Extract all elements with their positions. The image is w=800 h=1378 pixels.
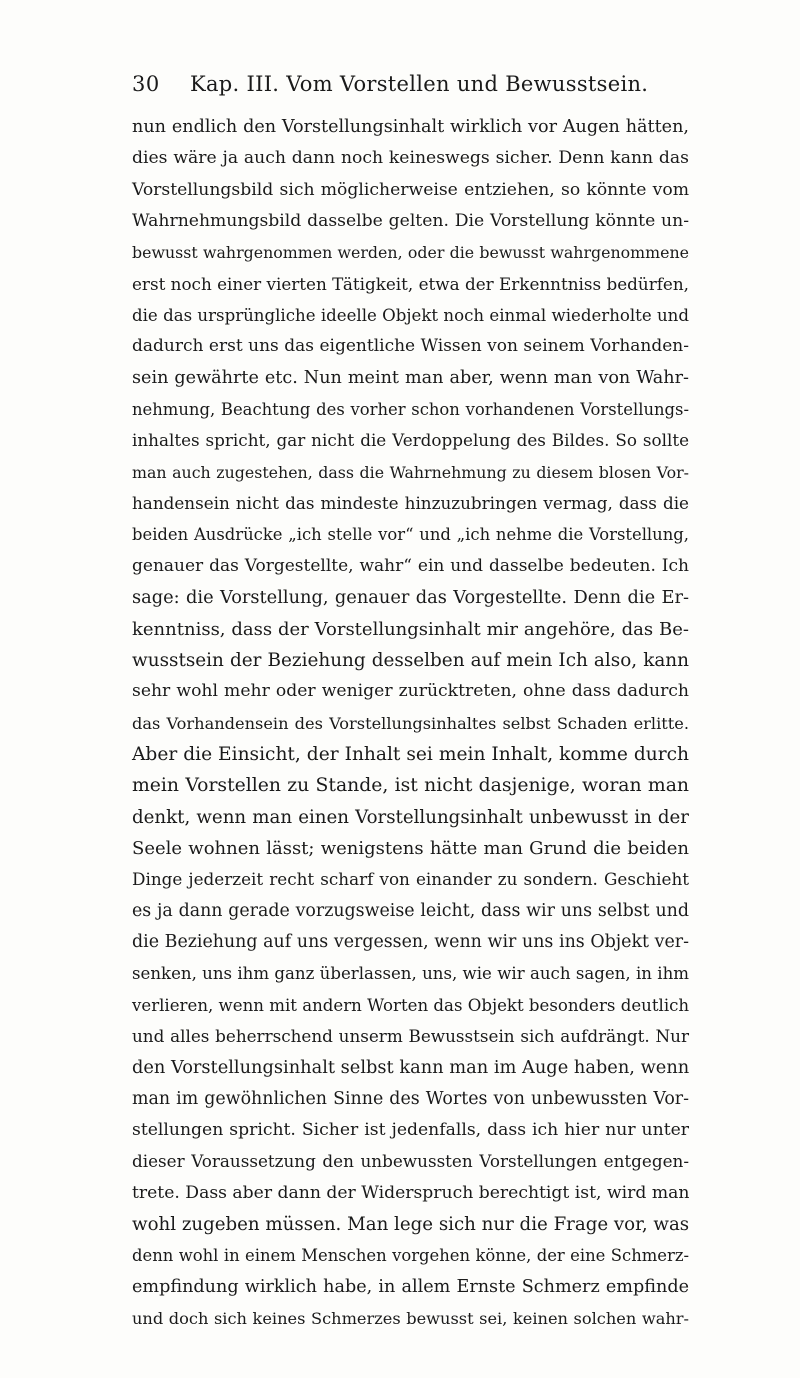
text-line: mein Vorstellen zu Stande, ist nicht dasjenige, woran man [132, 775, 689, 797]
text-line: verlieren, wenn mit andern Worten das Objekt besonders deutlich [132, 995, 690, 1015]
text-line: Vorstellungsbild sich möglicherweise entziehen, so könnte vom [132, 179, 689, 200]
text-line: senken, uns ihm ganz überlassen, uns, wie wir auch sagen, in ihm [132, 964, 689, 984]
text-line: Wahrnehmungsbild dasselbe gelten. Die Vorstellung könnte un- [132, 211, 689, 232]
text-line: dies wäre ja auch dann noch keineswegs sicher. Denn kann das [132, 148, 689, 169]
text-line: man im gewöhnlichen Sinne des Wortes von unbewussten Vor- [132, 1088, 689, 1109]
text-line: Dinge jederzeit recht scharf von einander zu sondern. Geschieht [132, 869, 689, 890]
text-line: und doch sich keines Schmerzes bewusst sei, keinen solchen wahr- [132, 1309, 689, 1329]
text-line: kenntniss, dass der Vorstellungsinhalt mir angehöre, das Be- [132, 618, 689, 640]
text-line: stellungen spricht. Sicher ist jedenfalls, dass ich hier nur unter [132, 1120, 689, 1140]
body-text [132, 112, 689, 1334]
text-line: beiden Ausdrücke „ich stelle vor“ und „ich nehme die Vorstellung, [132, 525, 689, 545]
text-line: man auch zugestehen, dass die Wahrnehmung zu diesem blosen Vor- [132, 462, 689, 482]
text-line: und alles beherrschend unserm Bewusstsein sich aufdrängt. Nur [132, 1025, 689, 1046]
page-number: 30 [132, 72, 160, 96]
text-line: Seele wohnen lässt; wenigstens hätte man Grund die beiden [132, 837, 689, 859]
text-line: nehmung, Beachtung des vorher schon vorhandenen Vorstellungs- [132, 400, 689, 420]
text-line: es ja dann gerade vorzugsweise leicht, dass wir uns selbst und [132, 900, 689, 921]
text-line: denn wohl in einem Menschen vorgehen könne, der eine Schmerz- [132, 1246, 689, 1266]
text-line: empfindung wirklich habe, in allem Ernste Schmerz empfinde [132, 1276, 689, 1297]
text-line: handensein nicht das mindeste hinzuzubringen vermag, dass die [132, 493, 689, 514]
text-line: wusstsein der Beziehung desselben auf mein Ich also, kann [132, 649, 689, 671]
text-line: den Vorstellungsinhalt selbst kann man im Auge haben, wenn [132, 1057, 690, 1079]
running-head: Kap. III. Vom Vorstellen und Bewusstsein. [190, 72, 649, 96]
text-line: die das ursprüngliche ideelle Objekt noch einmal wiederholte und [132, 306, 689, 326]
text-line: inhaltes spricht, gar nicht die Verdoppelung des Bildes. So sollte [132, 430, 689, 451]
text-line: erst noch einer vierten Tätigkeit, etwa der Erkenntniss bedürfen, [132, 273, 689, 294]
text-line: sein gewährte etc. Nun meint man aber, wenn man von Wahr- [132, 367, 689, 388]
text-line: genauer das Vorgestellte, wahr“ ein und dasselbe bedeuten. Ich [132, 555, 689, 576]
text-line: sage: die Vorstellung, genauer das Vorgestellte. Denn die Er- [132, 587, 689, 609]
page-header [132, 72, 682, 106]
text-line: das Vorhandensein des Vorstellungsinhaltes selbst Schaden erlitte. [132, 713, 689, 733]
text-line: sehr wohl mehr oder weniger zurücktreten, ohne dass dadurch [132, 681, 689, 702]
text-line: Aber die Einsicht, der Inhalt sei mein Inhalt, komme durch [132, 743, 689, 765]
text-line: nun endlich den Vorstellungsinhalt wirklich vor Augen hätten, [132, 117, 689, 137]
text-line: dadurch erst uns das eigentliche Wissen von seinem Vorhanden- [132, 336, 689, 357]
text-line: bewusst wahrgenommen werden, oder die bewusst wahrgenommene [132, 243, 689, 263]
text-line: trete. Dass aber dann der Widerspruch berechtigt ist, wird man [132, 1182, 690, 1203]
text-line: denkt, wenn man einen Vorstellungsinhalt unbewusst in der [132, 806, 689, 828]
text-line: wohl zugeben müssen. Man lege sich nur die Frage vor, was [132, 1214, 690, 1236]
text-line: die Beziehung auf uns vergessen, wenn wir uns ins Objekt ver- [132, 931, 689, 952]
text-line: dieser Voraussetzung den unbewussten Vorstellungen entgegen- [132, 1151, 689, 1172]
